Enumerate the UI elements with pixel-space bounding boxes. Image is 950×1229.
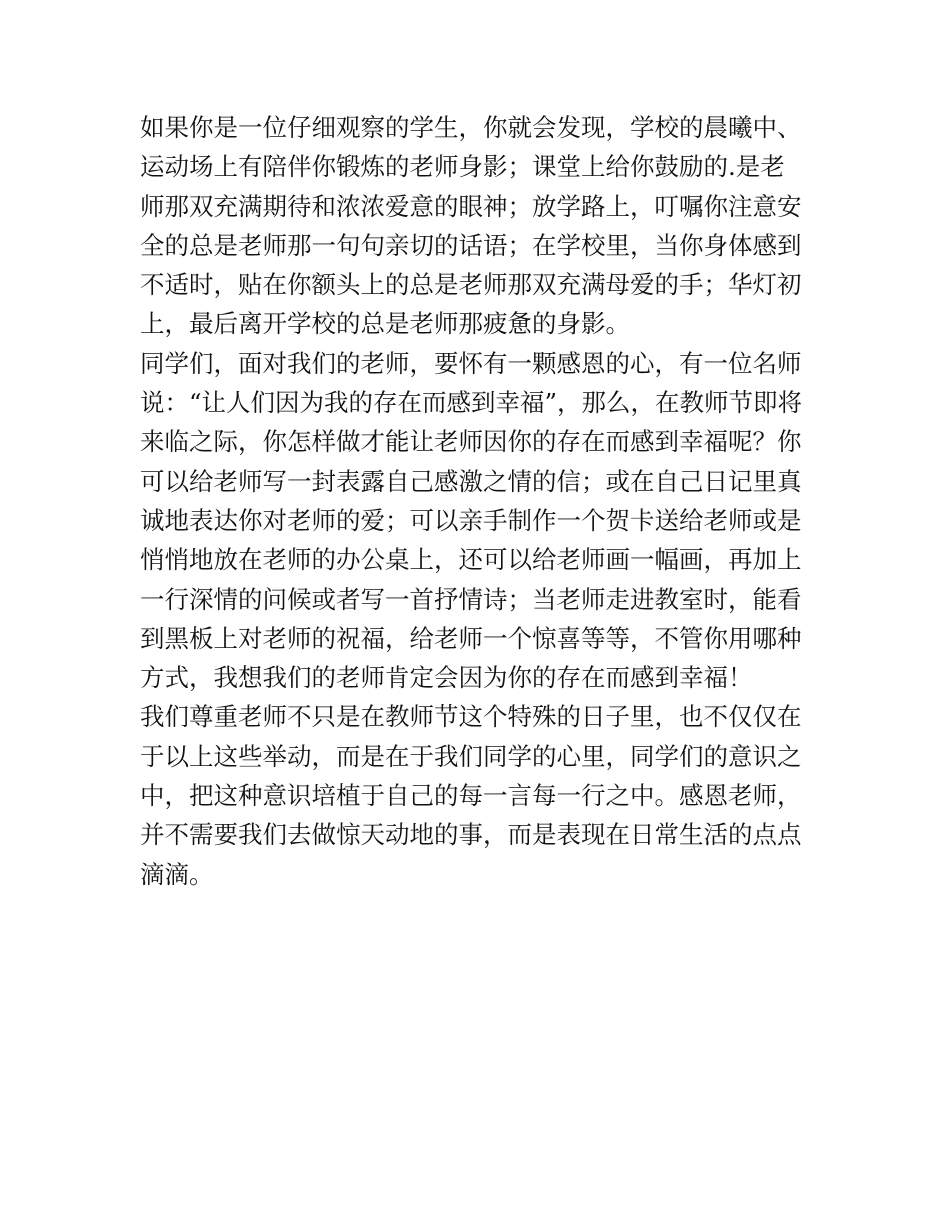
text-line: 来临之际，你怎样做才能让老师因你的存在而感到幸福呢？你 bbox=[140, 427, 802, 457]
text-line: 滴滴。 bbox=[140, 859, 214, 889]
text-line: 可以给老师写一封表露自己感激之情的信；或在自己日记里真 bbox=[140, 466, 802, 496]
text-line: 师那双充满期待和浓浓爱意的眼神；放学路上，叮嘱你注意安 bbox=[140, 191, 802, 221]
text-line: 运动场上有陪伴你锻炼的老师身影；课堂上给你鼓励的.是老 bbox=[140, 152, 785, 182]
text-line: 如果你是一位仔细观察的学生，你就会发现，学校的晨曦中、 bbox=[140, 113, 802, 142]
text-line: 说：“让人们因为我的存在而感到幸福”，那么，在教师节即将 bbox=[140, 388, 803, 418]
text-line: 我们尊重老师不只是在教师节这个特殊的日子里，也不仅仅在 bbox=[140, 702, 802, 732]
text-line: 方式，我想我们的老师肯定会因为你的存在而感到幸福！ bbox=[140, 663, 753, 693]
text-line: 全的总是老师那一句句亲切的话语；在学校里，当你身体感到 bbox=[140, 230, 802, 260]
text-line: 并不需要我们去做惊天动地的事，而是表现在日常生活的点点 bbox=[140, 820, 802, 850]
text-line: 一行深情的问候或者写一首抒情诗；当老师走进教室时，能看 bbox=[140, 584, 802, 614]
text-line: 于以上这些举动，而是在于我们同学的心里，同学们的意识之 bbox=[140, 741, 802, 771]
text-line: 诚地表达你对老师的爱；可以亲手制作一个贺卡送给老师或是 bbox=[140, 505, 802, 535]
text-line: 同学们，面对我们的老师，要怀有一颗感恩的心，有一位名师 bbox=[140, 348, 802, 378]
body-text bbox=[140, 108, 820, 894]
text-line: 不适时，贴在你额头上的总是老师那双充满母爱的手；华灯初 bbox=[140, 270, 802, 300]
text-line: 上，最后离开学校的总是老师那疲惫的身影。 bbox=[140, 309, 630, 339]
text-line: 悄悄地放在老师的办公桌上，还可以给老师画一幅画，再加上 bbox=[140, 545, 802, 575]
text-line: 中，把这种意识培植于自己的每一言每一行之中。感恩老师， bbox=[140, 781, 802, 811]
text-line: 到黑板上对老师的祝福，给老师一个惊喜等等，不管你用哪种 bbox=[140, 623, 802, 653]
